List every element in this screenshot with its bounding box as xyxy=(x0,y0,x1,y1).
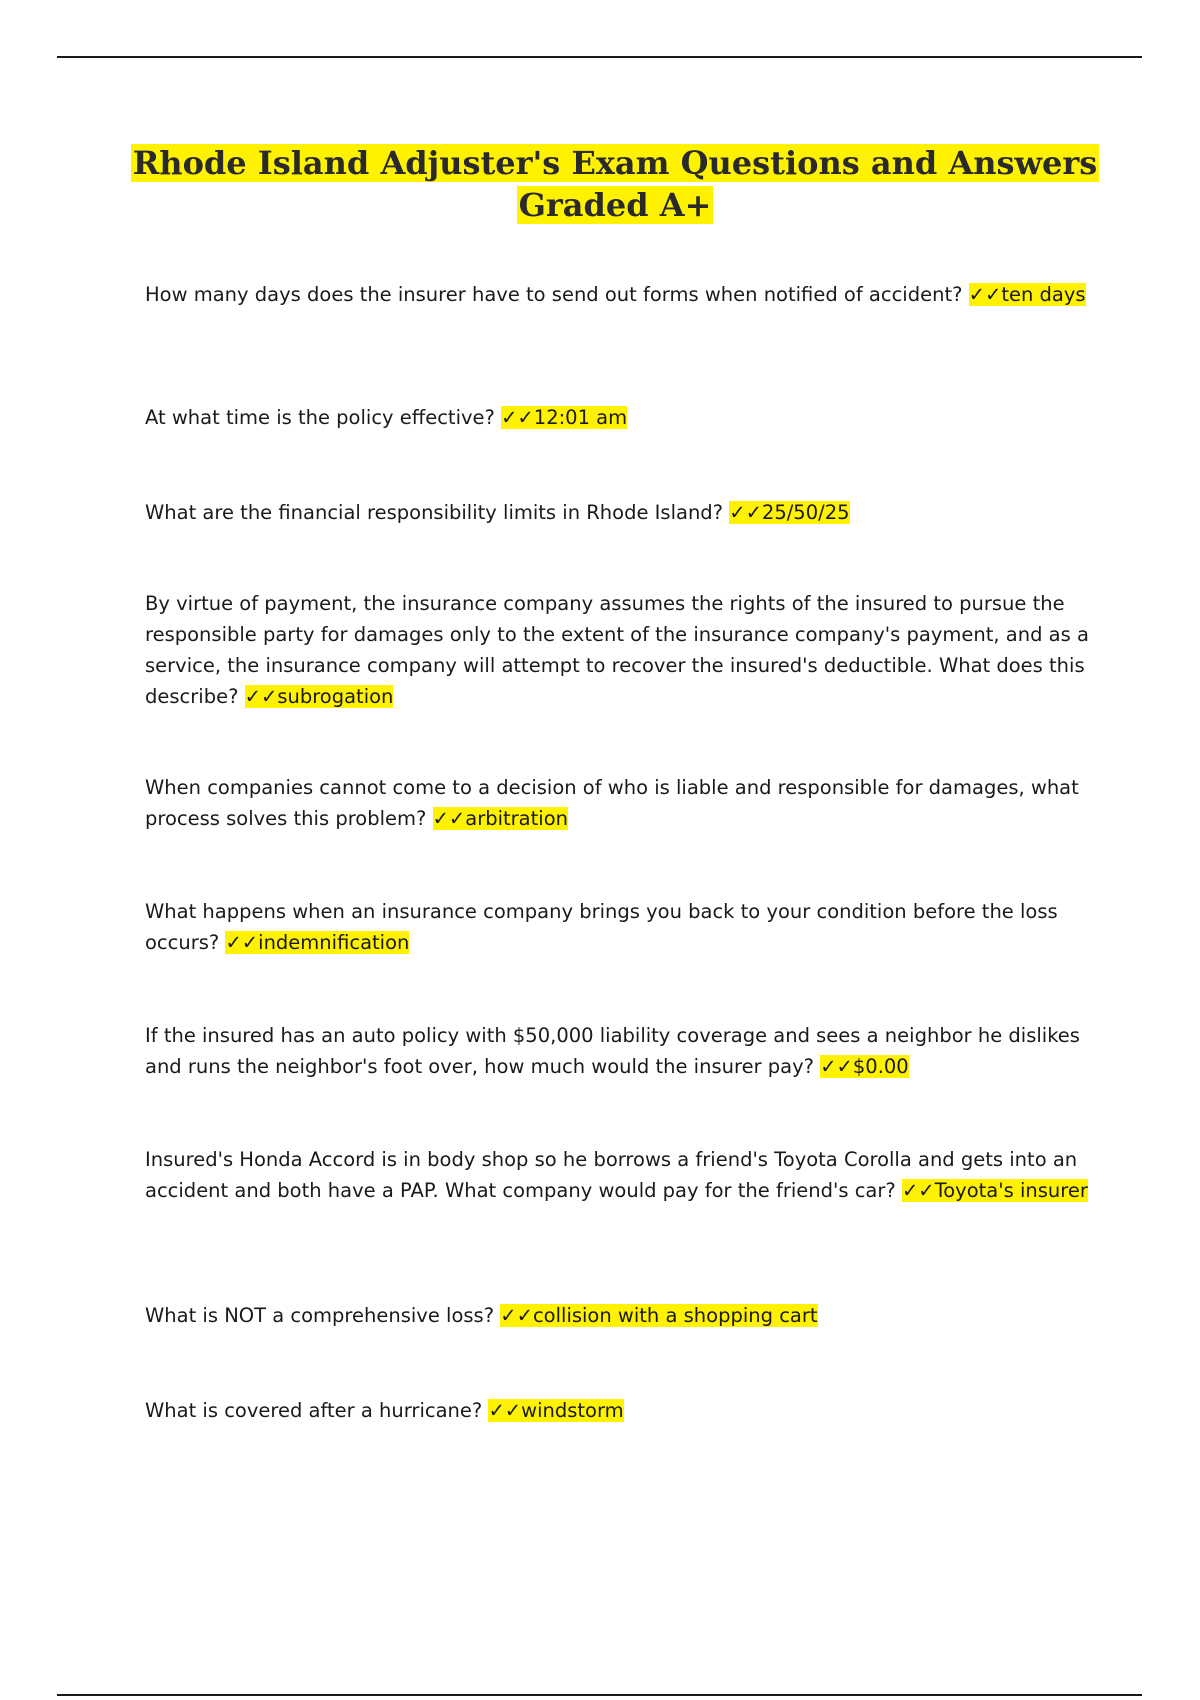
check-mark-icon: ✓✓ xyxy=(244,685,278,708)
bottom-rule xyxy=(57,1694,1142,1696)
qa-item-1 xyxy=(145,279,1090,310)
answer-text: 12:01 am xyxy=(533,406,628,429)
check-mark-icon: ✓✓ xyxy=(225,931,259,954)
question-text: If the insured has an auto policy with $50,000 liability coverage and sees a neighbor he dislikes and runs the neighbor's foot over, how much would the insurer pay? xyxy=(145,1024,1080,1078)
question-text: What is covered after a hurricane? xyxy=(145,1399,483,1422)
answer-highlight xyxy=(500,1304,817,1327)
answer-highlight xyxy=(501,406,627,429)
check-mark-icon: ✓✓ xyxy=(500,1304,533,1327)
answer-highlight xyxy=(969,283,1086,306)
answer-text: 25/50/25 xyxy=(761,501,850,524)
question-text: By virtue of payment, the insurance company assumes the rights of the insured to pursue the responsible party for damages only to the extent of the insurance company's payment, and as a service, the insurance company will attempt to recover the insured's deductible. What does this describe? xyxy=(145,592,1089,708)
check-mark-icon: ✓✓ xyxy=(820,1055,853,1078)
qa-item-4 xyxy=(145,588,1090,712)
answer-highlight xyxy=(902,1179,1088,1202)
answer-highlight xyxy=(729,501,849,524)
qa-item-7 xyxy=(145,1020,1090,1082)
question-text: When companies cannot come to a decision of who is liable and responsible for damages, what process solves this problem? xyxy=(145,776,1079,830)
check-mark-icon: ✓✓ xyxy=(968,283,1002,306)
qa-item-2 xyxy=(145,402,1090,433)
qa-item-6 xyxy=(145,896,1090,958)
answer-highlight xyxy=(488,1399,623,1422)
answer-text: $0.00 xyxy=(852,1055,909,1078)
qa-item-8 xyxy=(145,1144,1090,1206)
check-mark-icon: ✓✓ xyxy=(729,501,762,524)
question-text: What happens when an insurance company brings you back to your condition before the loss occurs? xyxy=(145,900,1058,954)
qa-item-10 xyxy=(145,1395,1090,1426)
qa-item-5 xyxy=(145,772,1090,834)
check-mark-icon: ✓✓ xyxy=(501,406,534,429)
answer-text: windstorm xyxy=(521,1399,624,1422)
check-mark-icon: ✓✓ xyxy=(901,1179,935,1202)
answer-highlight xyxy=(245,685,394,708)
check-mark-icon: ✓✓ xyxy=(488,1399,522,1422)
answer-highlight xyxy=(225,931,409,954)
qa-item-9 xyxy=(145,1300,1090,1331)
question-text: What is NOT a comprehensive loss? xyxy=(145,1304,495,1327)
question-text: At what time is the policy effective? xyxy=(145,406,495,429)
question-text: How many days does the insurer have to send out forms when notified of accident? xyxy=(145,283,963,306)
check-mark-icon: ✓✓ xyxy=(432,807,466,830)
answer-highlight xyxy=(433,807,568,830)
answer-text: Toyota's insurer xyxy=(934,1179,1088,1202)
answer-text: collision with a shopping cart xyxy=(532,1304,818,1327)
question-text: Insured's Honda Accord is in body shop so he borrows a friend's Toyota Corolla and gets into an accident and both have a PAP. What company would pay for the friend's car? xyxy=(145,1148,1078,1202)
answer-text: ten days xyxy=(1001,283,1086,306)
top-rule xyxy=(57,56,1142,58)
answer-text: subrogation xyxy=(277,685,394,708)
answer-text: indemnification xyxy=(258,931,410,954)
title-line-2: Graded A+ xyxy=(518,186,712,224)
title-line-1: Rhode Island Adjuster's Exam Questions and Answers xyxy=(132,144,1098,182)
answer-text: arbitration xyxy=(465,807,568,830)
question-text: What are the financial responsibility limits in Rhode Island? xyxy=(145,501,724,524)
qa-item-3 xyxy=(145,497,1090,528)
answer-highlight xyxy=(820,1055,909,1078)
document-title xyxy=(120,142,1110,226)
